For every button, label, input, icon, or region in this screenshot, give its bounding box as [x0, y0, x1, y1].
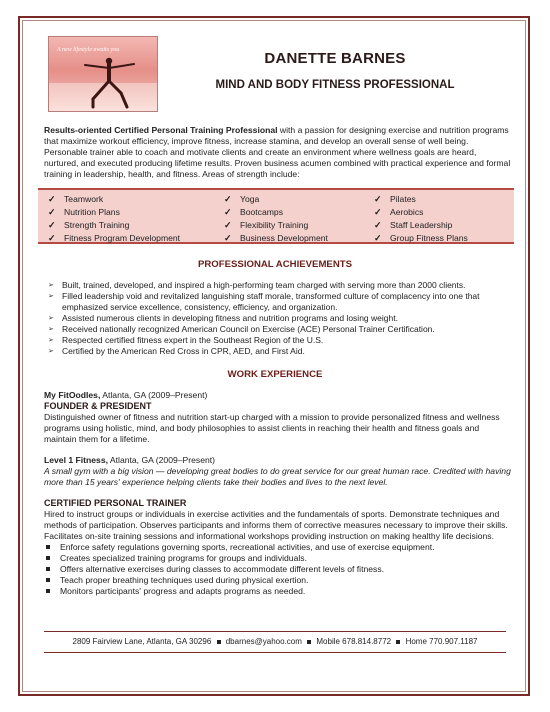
check-icon: ✓ — [48, 207, 56, 217]
arrow-bullet-icon: ➢ — [48, 315, 54, 322]
contact-footer — [44, 637, 506, 646]
check-icon: ✓ — [48, 233, 56, 243]
check-icon: ✓ — [374, 207, 382, 217]
square-bullet-icon — [46, 556, 50, 560]
check-icon: ✓ — [374, 194, 382, 204]
skills-column-3 — [374, 193, 468, 245]
skill-item: ✓ Teamwork — [48, 194, 104, 204]
experience-heading: WORK EXPERIENCE — [227, 369, 323, 380]
list-item: ➢ Assisted numerous clients in developing fitness and nutrition programs and losing weight. — [48, 313, 398, 323]
list-item: ➢ Certified by the American Red Cross in CPR, AED, and First Aid. — [48, 346, 305, 356]
check-icon: ✓ — [224, 220, 232, 230]
footer-email[interactable]: dbarnes@yahoo.com — [225, 637, 302, 646]
square-separator-icon — [307, 640, 311, 644]
skill-item: ✓ Group Fitness Plans — [374, 233, 468, 243]
candidate-name: DANETTE BARNES — [264, 50, 406, 67]
check-icon: ✓ — [224, 233, 232, 243]
list-item: ➢ Respected certified fitness expert in the Southeast Region of the U.S. — [48, 335, 324, 345]
skill-item: ✓ Yoga — [224, 194, 260, 204]
summary-lead: Results-oriented Certified Personal Training Professional — [44, 125, 278, 135]
skill-item: ✓ Nutrition Plans — [48, 207, 120, 217]
skill-item: ✓ Flexibility Training — [224, 220, 309, 230]
square-separator-icon — [217, 640, 221, 644]
list-item: Enforce safety regulations governing sports, recreational activities, and use of exercise equipment. — [44, 542, 514, 553]
job-title: FOUNDER & PRESIDENT — [44, 401, 152, 411]
job-myfitoodles — [44, 390, 514, 445]
achievements-heading: PROFESSIONAL ACHIEVEMENTS — [197, 259, 353, 270]
square-bullet-icon — [46, 545, 50, 549]
square-bullet-icon — [46, 578, 50, 582]
footer-mobile: Mobile 678.814.8772 — [316, 637, 392, 646]
job-description: Hired to instruct groups or individuals in exercise activities and the fundamentals of sports. Demonstrate techniques and methods of participation. Observes participants and informs them of corrective measures necessary to improve their skills. Facilitates on-site training sessions and informational workshops providing instruction on making healthy life decisions. — [44, 509, 508, 541]
company-tagline: A small gym with a big vision — developing great bodies to do great service for our great human race. Credited with having more than 15 years' experience helping clients take their bodies and lives to the next level. — [44, 466, 511, 487]
photo-tagline: A new lifestyle awaits you — [57, 47, 120, 53]
skills-box — [38, 188, 514, 244]
check-icon: ✓ — [48, 194, 56, 204]
check-icon: ✓ — [374, 220, 382, 230]
skill-item: ✓ Bootcamps — [224, 207, 283, 217]
yoga-figure-icon — [79, 47, 139, 109]
job-company: My FitOodles, Atlanta, GA (2009–Present) — [44, 390, 208, 400]
job-description: Distinguished owner of fitness and nutrition start-up charged with a mission to provide personalized fitness and wellness programs using holistic, mind, and body philosophies to assist clients in reaching their health and fitness goals and maintain them for a lifetime. — [44, 412, 500, 444]
skill-item: ✓ Aerobics — [374, 207, 424, 217]
footer-divider-top — [44, 631, 506, 632]
skill-item: ✓ Strength Training — [48, 220, 130, 230]
arrow-bullet-icon: ➢ — [48, 282, 54, 289]
skill-item: ✓ Staff Leadership — [374, 220, 453, 230]
achievements-list — [48, 280, 518, 357]
skill-item: ✓ Business Development — [224, 233, 328, 243]
square-bullet-icon — [46, 589, 50, 593]
candidate-role: MIND AND BODY FITNESS PROFESSIONAL — [215, 79, 455, 91]
job-title: CERTIFIED PERSONAL TRAINER — [44, 498, 187, 508]
skill-item: ✓ Fitness Program Development — [48, 233, 181, 243]
check-icon: ✓ — [224, 207, 232, 217]
check-icon: ✓ — [224, 194, 232, 204]
list-item: ➢ Built, trained, developed, and inspired a high-performing team charged with serving more than 2000 clients. — [48, 280, 466, 290]
skills-column-1 — [48, 193, 180, 245]
list-item: ➢ Received nationally recognized American Council on Exercise (ACE) Personal Trainer Certification. — [48, 324, 435, 334]
footer-address: 2809 Fairview Lane, Atlanta, GA 30296 — [72, 637, 212, 646]
list-item: Monitors participants' progress and adapts programs as needed. — [44, 586, 514, 597]
arrow-bullet-icon: ➢ — [48, 293, 54, 300]
check-icon: ✓ — [374, 233, 382, 243]
skills-column-2 — [224, 193, 328, 245]
skill-item: ✓ Pilates — [374, 194, 416, 204]
arrow-bullet-icon: ➢ — [48, 326, 54, 333]
list-item: Teach proper breathing techniques used during physical exertion. — [44, 575, 514, 586]
job-level1-fitness — [44, 455, 514, 488]
arrow-bullet-icon: ➢ — [48, 337, 54, 344]
list-item: Creates specialized training programs for groups and individuals. — [44, 553, 514, 564]
summary-text: with a passion for designing exercise and nutrition programs that maximize workout efficiency, improve fitness, increase stamina, and develop an overall sense of well being. Personable trainer able to coach and motivate clients and create an environment where wellness goals are heard, nurtured, and executed producing lifetime results. Proven business acumen combined with practical experience and formal training in leadership, health, and fitness. Areas of strength include: — [44, 125, 511, 179]
header-photo — [48, 36, 158, 112]
square-bullet-icon — [46, 567, 50, 571]
summary-paragraph — [44, 125, 512, 180]
square-separator-icon — [396, 640, 400, 644]
list-item: Offers alternative exercises during classes to accommodate different levels of fitness. — [44, 564, 514, 575]
job-trainer-role — [44, 498, 514, 597]
footer-divider-bottom — [44, 652, 506, 653]
arrow-bullet-icon: ➢ — [48, 348, 54, 355]
job-company: Level 1 Fitness, Atlanta, GA (2009–Present) — [44, 455, 216, 465]
check-icon: ✓ — [48, 220, 56, 230]
footer-home: Home 770.907.1187 — [405, 637, 478, 646]
list-item: ➢ Filled leadership void and revitalized languishing staff morale, transformed culture of complacency into one that emphasized service excellence, consistency, efficiency, and organization. — [48, 291, 480, 312]
